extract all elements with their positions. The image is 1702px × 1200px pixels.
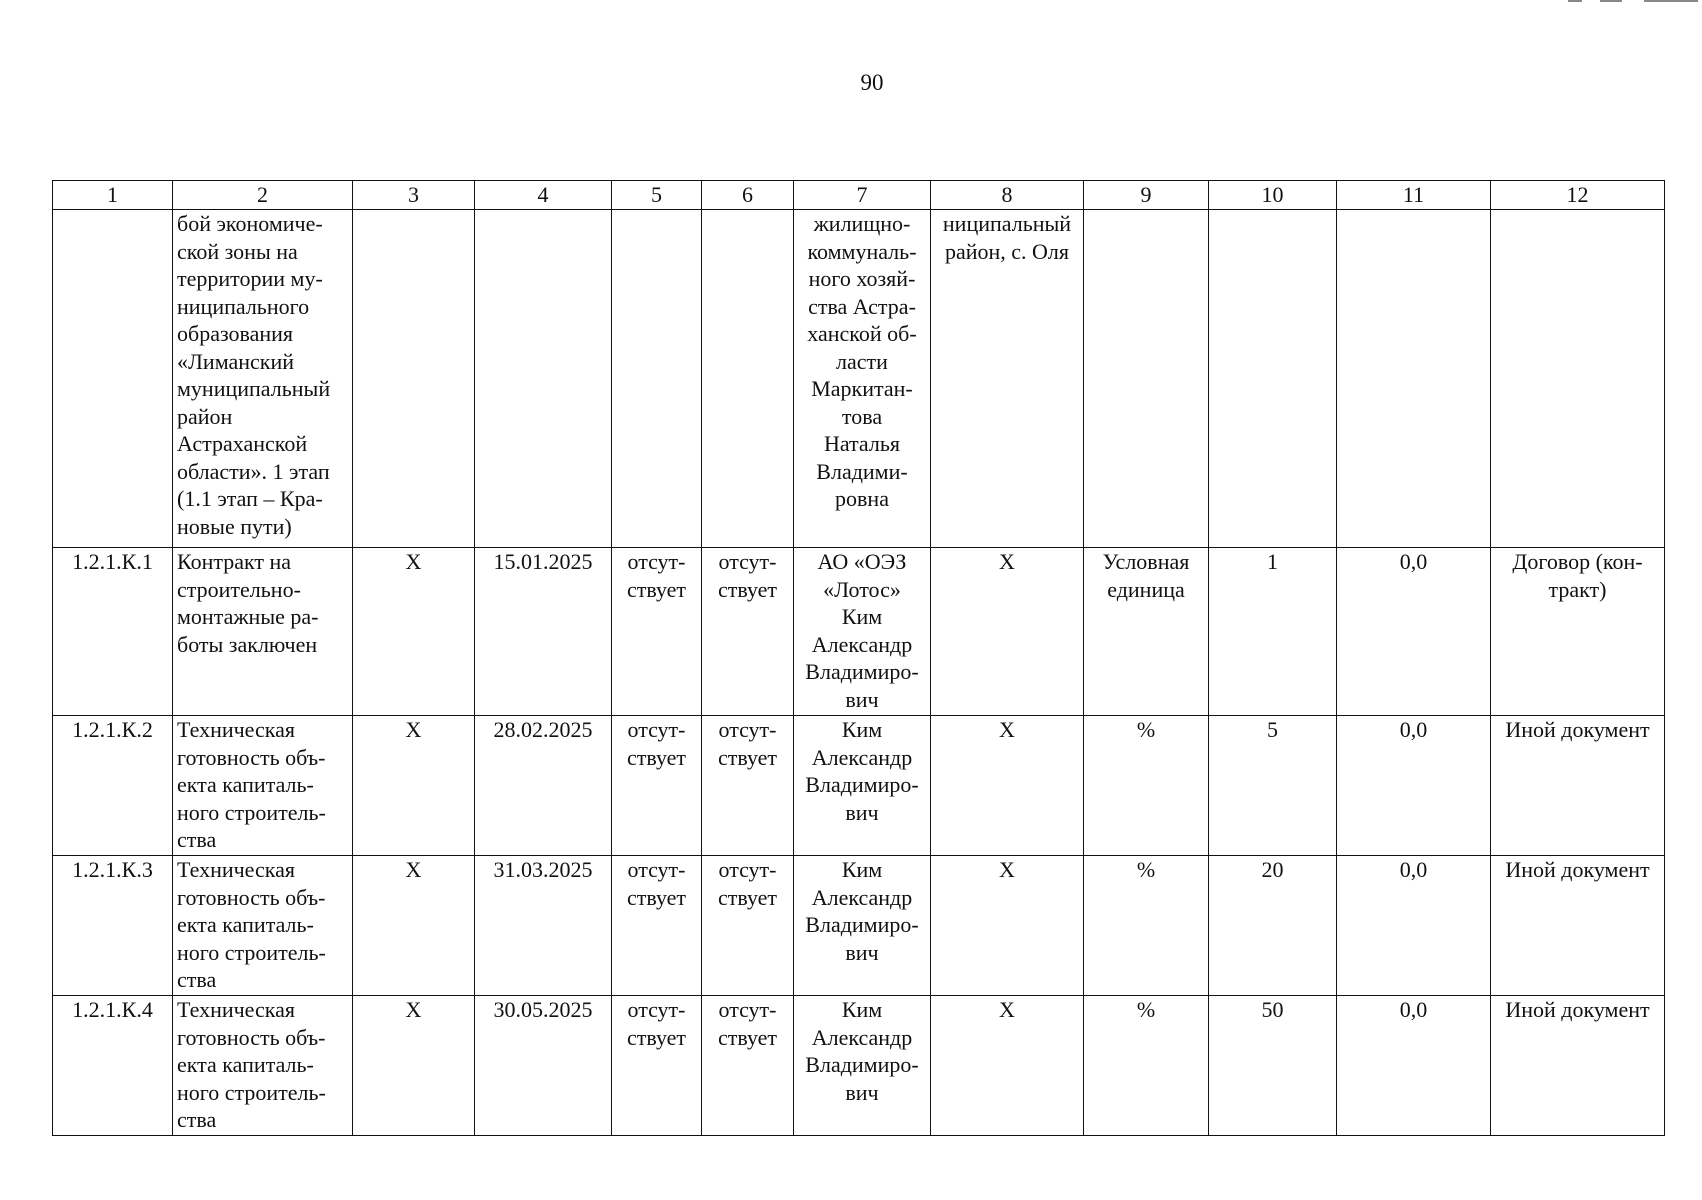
cell-row3-col11: 0,0 [1337,856,1491,996]
column-header-6: 6 [702,181,794,210]
cell-row0-col3 [353,210,475,548]
cell-row0-col9 [1084,210,1209,548]
cell-row2-col10: 5 [1209,716,1337,856]
cell-row4-col1: 1.2.1.К.4 [53,996,173,1136]
cell-row4-col2: Техническая готовность объ- екта капиталь- ного строитель- ства [173,996,353,1136]
cell-row1-col3: X [353,548,475,716]
cell-row1-col5: отсут- ствует [612,548,702,716]
column-header-2: 2 [173,181,353,210]
cell-row1-col8: X [931,548,1084,716]
cell-row2-col2: Техническая готовность объ- екта капиталь- ного строитель- ства [173,716,353,856]
cell-row0-col8: ниципальный район, с. Оля [931,210,1084,548]
column-header-11: 11 [1337,181,1491,210]
cell-row1-col2: Контракт на строительно- монтажные ра- боты заключен [173,548,353,716]
cell-row0-col4 [475,210,612,548]
cell-row2-col3: X [353,716,475,856]
cell-row1-col4: 15.01.2025 [475,548,612,716]
cell-row0-col12 [1491,210,1665,548]
cell-row4-col9: % [1084,996,1209,1136]
cell-row3-col7: Ким Александр Владимиро- вич [794,856,931,996]
cell-row4-col3: X [353,996,475,1136]
scan-edge-marks [1542,0,1702,6]
cell-row3-col9: % [1084,856,1209,996]
cell-row1-col10: 1 [1209,548,1337,716]
cell-row4-col6: отсут- ствует [702,996,794,1136]
cell-row2-col11: 0,0 [1337,716,1491,856]
cell-row2-col9: % [1084,716,1209,856]
header-row [53,181,1665,210]
cell-row1-col9: Условная единица [1084,548,1209,716]
cell-row3-col6: отсут- ствует [702,856,794,996]
cell-row0-col11 [1337,210,1491,548]
cell-row2-col1: 1.2.1.К.2 [53,716,173,856]
cell-row1-col6: отсут- ствует [702,548,794,716]
column-header-5: 5 [612,181,702,210]
cell-row4-col11: 0,0 [1337,996,1491,1136]
cell-row3-col8: X [931,856,1084,996]
table-row-1.2.1.K.2 [53,716,1665,856]
column-header-7: 7 [794,181,931,210]
column-header-12: 12 [1491,181,1665,210]
table-row-1.2.1.K.1 [53,548,1665,716]
cell-row3-col10: 20 [1209,856,1337,996]
table-row-1.2.1.K.4 [53,996,1665,1136]
cell-row4-col8: X [931,996,1084,1136]
column-header-8: 8 [931,181,1084,210]
cell-row3-col1: 1.2.1.К.3 [53,856,173,996]
cell-row3-col12: Иной документ [1491,856,1665,996]
column-header-9: 9 [1084,181,1209,210]
cell-row1-col7: АО «ОЭЗ «Лотос» Ким Александр Владимиро- вич [794,548,931,716]
cell-row1-col12: Договор (кон- тракт) [1491,548,1665,716]
table-row-continuation [53,210,1665,548]
cell-row2-col4: 28.02.2025 [475,716,612,856]
cell-row4-col4: 30.05.2025 [475,996,612,1136]
cell-row2-col6: отсут- ствует [702,716,794,856]
cell-row3-col3: X [353,856,475,996]
table-container [52,180,1664,1136]
cell-row4-col5: отсут- ствует [612,996,702,1136]
cell-row1-col1: 1.2.1.К.1 [53,548,173,716]
cell-row2-col8: X [931,716,1084,856]
cell-row0-col1 [53,210,173,548]
cell-row2-col5: отсут- ствует [612,716,702,856]
cell-row3-col2: Техническая готовность объ- екта капиталь- ного строитель- ства [173,856,353,996]
cell-row2-col7: Ким Александр Владимиро- вич [794,716,931,856]
cell-row2-col12: Иной документ [1491,716,1665,856]
cell-row1-col11: 0,0 [1337,548,1491,716]
cell-row4-col12: Иной документ [1491,996,1665,1136]
table-row-1.2.1.K.3 [53,856,1665,996]
cell-row0-col10 [1209,210,1337,548]
cell-row3-col5: отсут- ствует [612,856,702,996]
cell-row0-col7: жилищно- коммуналь- ного хозяй- ства Астра- ханской об- ласти Маркитан- това Наталья Владими- ровна [794,210,931,548]
cell-row0-col5 [612,210,702,548]
column-header-1: 1 [53,181,173,210]
cell-row4-col7: Ким Александр Владимиро- вич [794,996,931,1136]
column-header-10: 10 [1209,181,1337,210]
cell-row3-col4: 31.03.2025 [475,856,612,996]
cell-row0-col2: бой экономиче- ской зоны на территории му- ниципального образования «Лиманский муниципальный район Астраханской области». 1 этап (1.1 этап – Кра- новые пути) [173,210,353,548]
column-header-3: 3 [353,181,475,210]
page-number: 90 [860,70,884,95]
cell-row4-col10: 50 [1209,996,1337,1136]
data-table [52,180,1665,1136]
column-header-4: 4 [475,181,612,210]
cell-row0-col6 [702,210,794,548]
